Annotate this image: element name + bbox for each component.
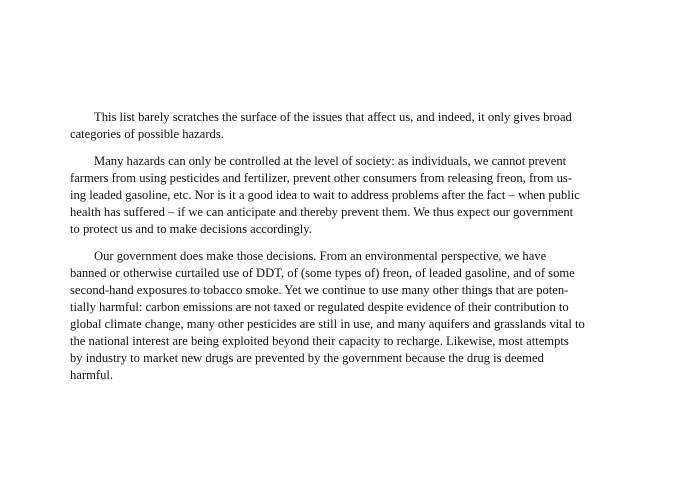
paragraph-line: to protect us and to make decisions accordingly. (70, 222, 312, 236)
paragraph-line: farmers from using pesticides and fertilizer, prevent other consumers from releasing freon, from us- (70, 171, 573, 185)
paragraph-line: This list barely scratches the surface of the issues that affect us, and indeed, it only gives broad (94, 110, 572, 124)
paragraph-line: Our government does make those decisions. From an environmental perspective, we have (94, 249, 547, 263)
paragraph-2 (70, 153, 610, 238)
paragraph-line: banned or otherwise curtailed use of DDT, of (some types of) freon, of leaded gasoline, and of some (70, 266, 575, 280)
paragraph-line: by industry to market new drugs are prevented by the government because the drug is deemed (70, 351, 544, 365)
paragraph-line: global climate change, many other pesticides are still in use, and many aquifers and grasslands vital to (70, 317, 585, 331)
paragraph-3 (70, 248, 610, 384)
paragraph-line: the national interest are being exploited beyond their capacity to recharge. Likewise, most attempts (70, 334, 569, 348)
paragraph-line: health has suffered – if we can anticipate and thereby prevent them. We thus expect our government (70, 205, 574, 219)
paragraph-line: harmful. (70, 368, 114, 382)
paragraph-line: ing leaded gasoline, etc. Nor is it a good idea to wait to address problems after the fact – when public (70, 188, 580, 202)
paragraph-line: tially harmful: carbon emissions are not taxed or regulated despite evidence of their contribution to (70, 300, 569, 314)
paragraph-line: categories of possible hazards. (70, 127, 224, 141)
paragraph-line: Many hazards can only be controlled at the level of society: as individuals, we cannot prevent (94, 154, 567, 168)
paragraph-1 (70, 109, 610, 143)
paragraph-line: second-hand exposures to tobacco smoke. Yet we continue to use many other things that are poten- (70, 283, 569, 297)
document-body (70, 109, 610, 394)
